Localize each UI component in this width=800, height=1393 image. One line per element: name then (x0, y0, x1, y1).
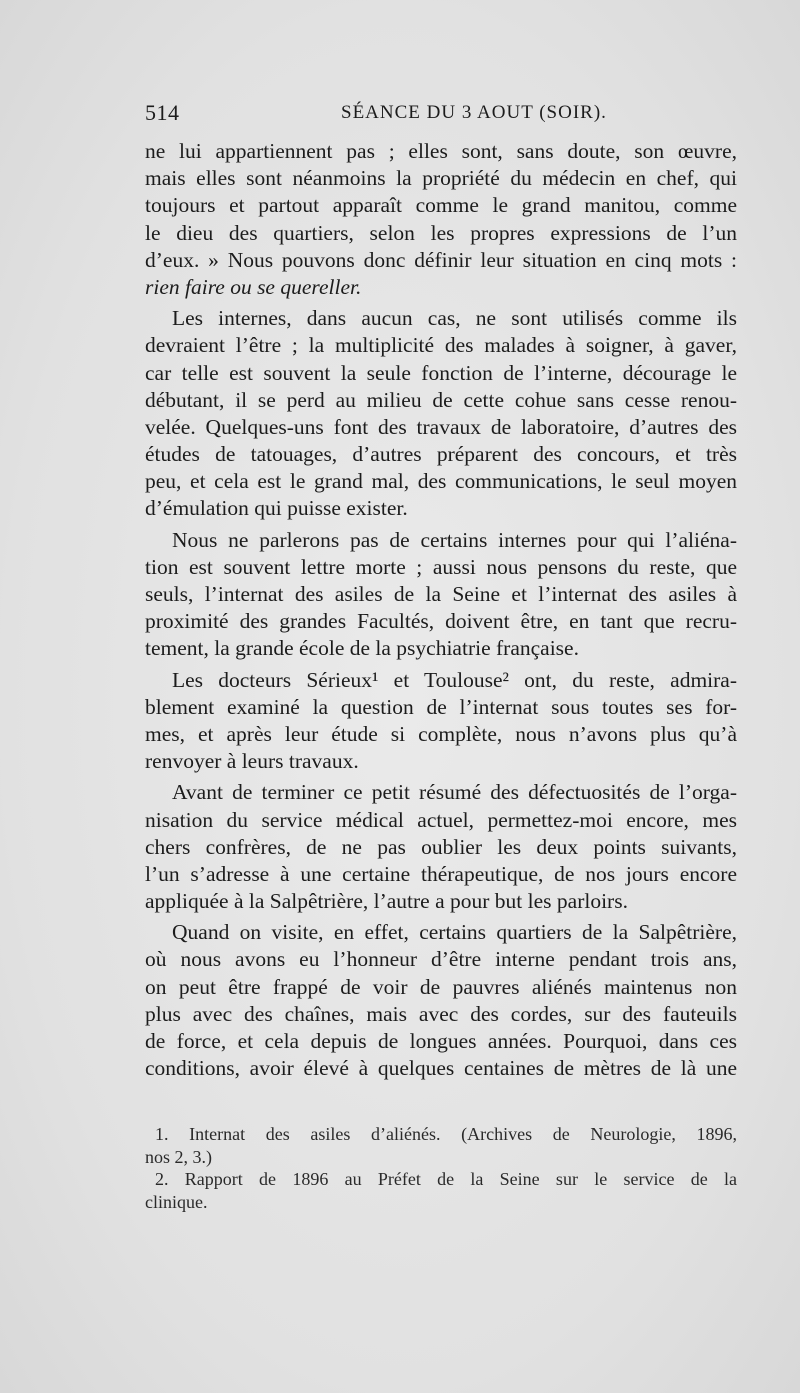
text-line: devraient l’être ; la multiplicité des malades à soigner, à gaver, (145, 333, 737, 358)
text-line: seuls, l’internat des asiles de la Seine et l’internat des asiles à (145, 582, 737, 606)
text-line: Les internes, dans aucun cas, ne sont utilisés comme ils (172, 306, 737, 331)
text-line: nisation du service médical actuel, permettez-moi encore, mes (145, 807, 737, 832)
text-line: d’eux. » Nous pouvons donc définir leur situation en cinq mots : (145, 247, 737, 272)
text-line: on peut être frappé de voir de pauvres aliénés maintenus non (145, 974, 737, 999)
text-line: Quand on visite, en effet, certains quartiers de la Salpêtrière, (172, 920, 737, 945)
text-line: conditions, avoir élevé à quelques centaines de mètres de là une (145, 1056, 737, 1081)
text-line: renvoyer à leurs travaux. (145, 749, 359, 774)
footnote-line: nos 2, 3.) (145, 1146, 212, 1167)
text-line: Nous ne parlerons pas de certains internes pour qui l’aliéna- (172, 527, 737, 552)
text-line: d’émulation qui puisse exister. (145, 496, 408, 521)
text-line: mes, et après leur étude si complète, nous n’avons plus qu’à (145, 721, 737, 746)
text-line: car telle est souvent la seule fonction de l’interne, décourage le (145, 360, 737, 385)
text-line: appliquée à la Salpêtrière, l’autre a pour but les parloirs. (145, 889, 628, 914)
text-line: Les docteurs Sérieux¹ et Toulouse² ont, du reste, admira- (172, 667, 737, 692)
text-line: tion est souvent lettre morte ; aussi nous pensons du reste, que (145, 554, 737, 579)
text-line: peu, et cela est le grand mal, des communications, le seul moyen (145, 469, 737, 494)
text-line: l’un s’adresse à une certaine thérapeutique, de nos jours encore (145, 861, 737, 886)
text-line: velée. Quelques-uns font des travaux de laboratoire, d’autres des (145, 414, 737, 439)
page-number: 514 (145, 100, 180, 125)
body-text (145, 138, 737, 1082)
footnote-line: clinique. (145, 1191, 208, 1212)
text-line: chers confrères, de ne pas oublier les deux points suivants, (145, 834, 737, 859)
text-line: de force, et cela depuis de longues années. Pourquoi, dans ces (145, 1029, 737, 1053)
text-line: toujours et partout apparaît comme le grand manitou, comme (145, 193, 737, 218)
text-line: débutant, il se perd au milieu de cette cohue sans cesse renou- (145, 387, 737, 412)
text-line: études de tatouages, d’autres préparent des concours, et très (145, 442, 737, 467)
text-line: mais elles sont néanmoins la propriété du médecin en chef, qui (145, 166, 737, 191)
footnote-line: 2. Rapport de 1896 au Préfet de la Seine sur le service de la (155, 1169, 737, 1189)
footnotes (145, 1123, 737, 1213)
text-line: Avant de terminer ce petit résumé des défectuosités de l’orga- (172, 780, 737, 805)
text-line: tement, la grande école de la psychiatrie française. (145, 636, 579, 661)
text-line: rien faire ou se quereller. (145, 274, 362, 299)
text-line: proximité des grandes Facultés, doivent être, en tant que recru- (145, 609, 737, 634)
footnote-line: 1. Internat des asiles d’aliénés. (Archives de Neurologie, 1896, (155, 1124, 737, 1144)
text-line: où nous avons eu l’honneur d’être interne pendant trois ans, (145, 947, 737, 972)
text-line: plus avec des chaînes, mais avec des cordes, sur des fauteuils (145, 1001, 737, 1026)
text-line: le dieu des quartiers, selon les propres expressions de l’un (145, 220, 737, 245)
page-header (145, 100, 737, 130)
running-head: SÉANCE DU 3 AOUT (SOIR). (341, 102, 607, 123)
text-line: blement examiné la question de l’internat sous toutes ses for- (145, 694, 737, 719)
text-line: ne lui appartiennent pas ; elles sont, sans doute, son œuvre, (145, 139, 737, 163)
